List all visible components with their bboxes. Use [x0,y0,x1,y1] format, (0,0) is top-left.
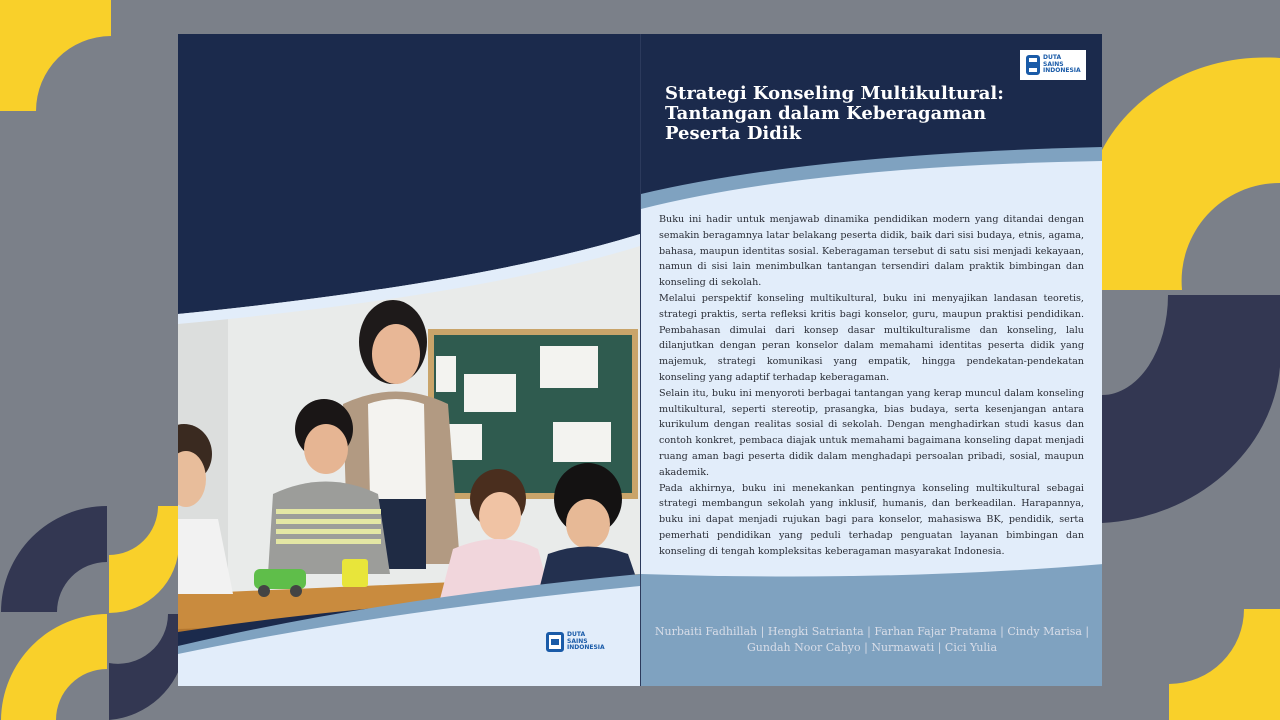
blurb-paragraph: Pada akhirnya, buku ini menekankan pentingnya konseling multikultural sebagai strategi membangun sekolah yang inklusif, humanis, dan berkeadilan. Harapannya, buku ini dapat menjadi rujukan bagi para konselor, mahasiswa BK, pendidik, serta pemerhati pendidikan yang peduli terhadap penguatan layanan bimbingan dan konseling di tengah kompleksitas keberagaman masyarakat Indonesia. [659,482,1084,557]
authors-line-2: Gundah Noor Cahyo | Nurmawati | Cici Yulia [746,641,998,654]
authors-line-1: Nurbaiti Fadhillah | Hengki Satrianta | Farhan Fajar Pratama | Cindy Marisa | [654,625,1090,638]
back-cover [640,34,1102,686]
blurb-paragraph: Melalui perspektif konseling multikultural, buku ini menyajikan landasan teoretis, strategi praktis, serta refleksi kritis bagi konselor, guru, maupun praktisi pendidikan. Pembahasan dimulai dari konsep dasar multikulturalisme dan konseling, lalu dilanjutkan dengan peran konselor dalam memahami identitas peserta didik yang majemuk, strategi komunikasi yang empatik, hingga pendekatan-pendekatan konseling yang adaptif terhadap keberagaman. [659,292,1084,383]
yellow-arc-shape-2 [1,614,107,720]
publisher-logo-icon [1026,55,1040,75]
navy-arc-shape [1,506,107,612]
book-spread [178,34,1102,686]
logo-line-2: SAINS [567,637,588,645]
blurb-paragraph: Selain itu, buku ini menyoroti berbagai tantangan yang kerap muncul dalam konseling multikultural, seperti stereotip, prasangka, bias budaya, serta kesenjangan antara kurikulum dengan realitas sosial di sekolah. Dengan menghadirkan studi kasus dan contoh konkret, pembaca diajak untuk memahami bagaimana konseling dapat menjadi ruang aman bagi peserta didik dalam menghadapi persoalan pribadi, sosial, maupun akademik. [659,387,1084,478]
logo-line-1: DUTA [567,631,586,639]
front-cover [178,34,640,686]
blurb-paragraph: Buku ini hadir untuk menjawab dinamika pendidikan modern yang ditandai dengan semakin beragamnya latar belakang peserta didik, baik dari sisi budaya, etnis, agama, bahasa, maupun identitas sosial. Keberagaman tersebut di satu sisi menjadi kekayaan, namun di sisi lain menimbulkan tantangan tersendiri dalam praktik bimbingan dan konseling di sekolah. [659,214,1084,289]
logo-line-3: INDONESIA [1043,67,1081,75]
back-title-line-3: Peserta Didik [665,123,802,144]
navy-big-arc [1102,295,1280,523]
yellow-arc-shape [109,506,179,613]
back-authors [641,624,1102,656]
yellow-bottom-right [1169,609,1280,720]
publisher-logo-back [1020,50,1086,80]
yellow-big-arc [1102,57,1280,290]
publisher-logo-front [546,632,605,652]
navy-arc-shape-2 [109,614,185,720]
front-cover-waves [178,34,640,686]
yellow-corner-shape [0,0,111,111]
publisher-logo-icon [546,632,564,652]
back-title-line-1: Strategi Konseling Multikultural: [665,83,1004,104]
back-blurb [659,212,1084,560]
logo-line-2: SAINS [1043,60,1064,68]
back-title [665,84,1004,144]
back-title-line-2: Tantangan dalam Keberagaman [665,103,987,124]
logo-line-3: INDONESIA [567,644,605,652]
logo-line-1: DUTA [1043,54,1062,62]
